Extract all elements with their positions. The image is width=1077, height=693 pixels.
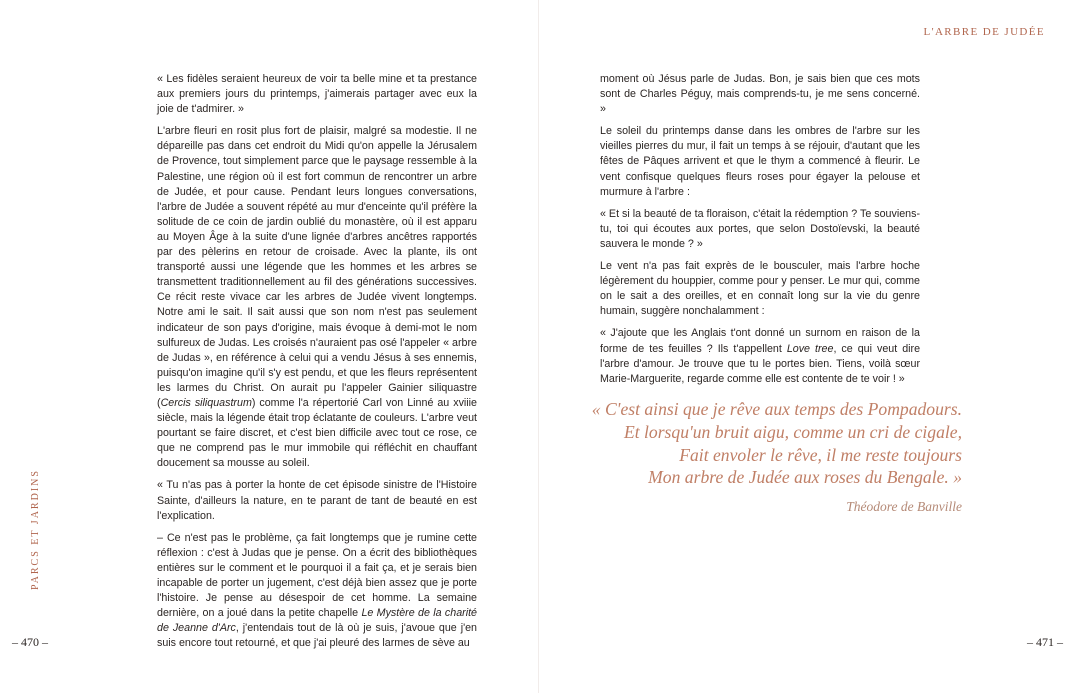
paragraph: – Ce n'est pas le problème, ça fait longtemps que je rumine cette réflexion : c'est à Judas que je pense. On a écrit des bibliothèques entières sur le comment et le pourquoi il a fait ça, et je serais bien incapable de porter un jugement, c'est déjà bien assez que je porte l'histoire. Je pense au désespoir de cet homme. La semaine dernière, on a joué dans la petite chapelle Le Mystère de la charité de Jeanne d'Arc, j'entendais tout de là où je suis, j'avoue que j'en suis encore tout retourné, et que j'ai pleuré des larmes de sève au: [157, 531, 478, 650]
page-number-left: – 470 –: [12, 635, 48, 649]
paragraph: « Les fidèles seraient heureux de voir ta belle mine et ta prestance aux premiers jours du printemps, j'aimerais partager avec eux la joie de t'admirer. »: [157, 73, 477, 116]
page-gutter: [538, 0, 539, 693]
paragraph: moment où Jésus parle de Judas. Bon, je sais bien que ces mots sont de Charles Péguy, mais comprends-tu, je me sens concerné. »: [600, 73, 920, 116]
poem-line: Et lorsqu'un bruit aigu, comme un cri de cigale,: [623, 421, 962, 442]
paragraph: « Et si la beauté de ta floraison, c'était la rédemption ? Te souviens-tu, toi qui écoutes aux portes, que selon Dostoïevski, la beauté sauvera le monde ? »: [600, 207, 920, 250]
right-page-column: [600, 72, 920, 394]
poem-line: « C'est ainsi que je rêve aux temps des Pompadours.: [591, 399, 962, 419]
poem-line: Mon arbre de Judée aux roses du Bengale. »: [648, 467, 962, 488]
left-page-column: [157, 72, 477, 658]
running-head: L'ARBRE DE JUDÉE: [923, 26, 1045, 38]
quote-author: Théodore de Banville: [846, 499, 962, 515]
poem-quote: [560, 398, 962, 515]
paragraph: « J'ajoute que les Anglais t'ont donné un surnom en raison de la forme de tes feuilles ? Ils t'appellent Love tree, ce qui veut dire l'arbre d'amour. Je trouve que tu le portes bien. Tiens, voilà sœur Marie-Marguerite, regarde comme elle est contente de te voir ! »: [600, 327, 921, 385]
section-side-label: PARCS ET JARDINS: [30, 469, 41, 590]
paragraph: « Tu n'as pas à porter la honte de cet épisode sinistre de l'Histoire Sainte, d'ailleurs la nature, en te parant de tant de beauté en est l'explication.: [157, 479, 477, 522]
page-number-right: – 471 –: [1027, 635, 1063, 649]
paragraph: Le vent n'a pas fait exprès de le bousculer, mais l'arbre hoche légèrement du houppier, comme pour y penser. Le mur qui, comme on le sait a des oreilles, et en connaît long sur la vie du genre humain, suggère nonchalamment :: [600, 260, 920, 318]
paragraph: Le soleil du printemps danse dans les ombres de l'arbre sur les vieilles pierres du mur, il fait un temps à se réjouir, d'autant que les fêtes de Pâques arrivent et que le thym a commencé à fleurir. Le vent confisque quelques fleurs roses pour égayer la pelouse et murmure à l'arbre :: [600, 125, 920, 198]
paragraph: L'arbre fleuri en rosit plus fort de plaisir, malgré sa modestie. Il ne dépareille pas dans cet endroit du Midi qu'on appelle la Jérusalem de Provence, tout simplement parce que le paysage ressemble à la Palestine, une région où il est fort commun de rencontrer un arbre de Judée, et pour cause. Pendant leurs longues conversations, l'arbre de Judée a souvent répété au mur d'enceinte qu'il préfère la solitude de ce coin de jardin oublié du monastère, où il est apparu au Moyen Âge à la suite d'une lignée d'arbres ancêtres rapportés par des pèlerins en retour de croisade. Avec la plante, ils ont transporté aussi une légende que les hommes et les arbres se transmettent traditionnellement au fil des générations successives. Ce récit reste vivace car les arbres de Judée vivent longtemps. Notre ami le sait. Il sait aussi que son nom n'est pas seulement indicateur de son pays d'origine, mais évoque à demi-mot le nom sulfureux de Judas. Les croisés n'auraient pas osé l'appeler « arbre de Judas », en référence à celui qui a vendu Jésus à ses ennemis, puisqu'on imagine qu'il s'y est pendu, et que les fleurs représentent les larmes du Christ. On aurait pu l'appeler Gainier siliquastre (Cercis siliquastrum) comme l'a répertorié Carl von Linné au xviiie siècle, mais la légende était trop éclatante de couleurs. L'arbre veut pourtant se faire discret, et c'est bien difficile avec tout ce rose, ce que ne comprend pas le mur immobile qui réfléchit en chauffant doucement sa mousse au soleil.: [157, 125, 477, 470]
poem-line: Fait envoler le rêve, il me reste toujours: [679, 444, 962, 465]
